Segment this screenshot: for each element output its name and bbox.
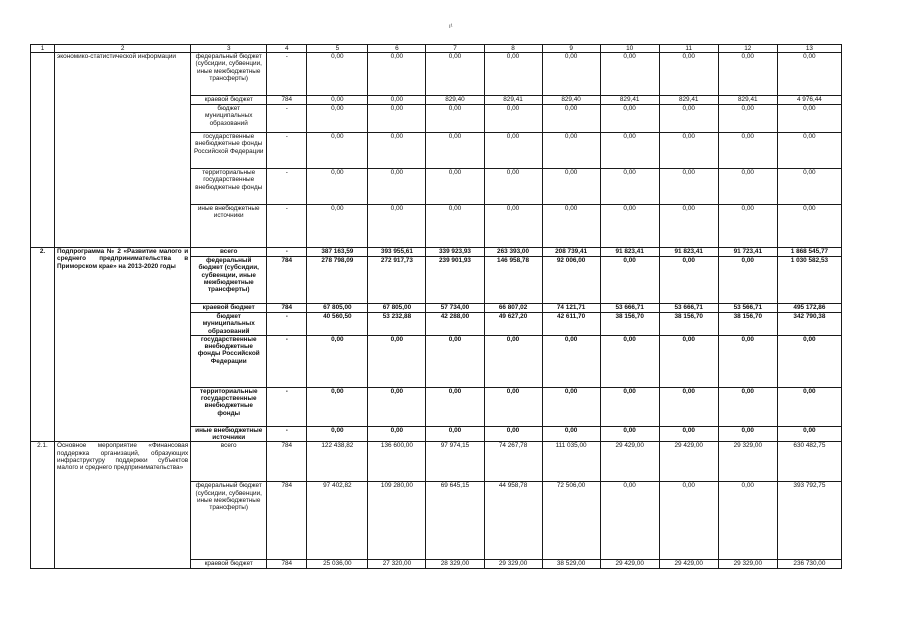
amount-cell: 40 560,50 (307, 313, 368, 336)
funding-source-cell: краевой бюджет (191, 96, 267, 105)
amount-cell: 49 627,20 (484, 313, 542, 336)
header-cell: 9 (542, 45, 600, 53)
table-row (31, 248, 842, 257)
funding-source-cell: территориальные государственные внебюджетные фонды (191, 169, 267, 205)
table-row (31, 53, 842, 96)
amount-cell: 0,00 (777, 105, 841, 133)
amount-cell: 0,00 (426, 53, 484, 96)
amount-cell: 0,00 (600, 169, 659, 205)
amount-cell: 0,00 (368, 133, 426, 169)
amount-cell: 27 320,00 (368, 560, 426, 569)
amount-cell: 0,00 (659, 53, 718, 96)
amount-cell: 263 393,00 (484, 248, 542, 257)
amount-cell: 0,00 (484, 387, 542, 426)
amount-cell: 829,41 (718, 96, 777, 105)
amount-cell: 1 030 582,53 (777, 257, 841, 304)
amount-cell: 4 976,44 (777, 96, 841, 105)
header-cell: 3 (191, 45, 267, 53)
amount-cell: 0,00 (718, 133, 777, 169)
amount-cell: 0,00 (600, 387, 659, 426)
amount-cell: 0,00 (777, 387, 841, 426)
amount-cell: 829,41 (659, 96, 718, 105)
amount-cell: 146 958,78 (484, 257, 542, 304)
funding-source-cell: всего (191, 248, 267, 257)
amount-cell: 0,00 (368, 335, 426, 387)
amount-cell: 0,00 (659, 105, 718, 133)
funding-source-cell: федеральный бюджет (субсидии, субвенции, иные межбюджетные трансферты) (191, 257, 267, 304)
amount-cell: 38 156,70 (659, 313, 718, 336)
amount-cell: 0,00 (307, 335, 368, 387)
program-name-cell: Подпрограмма № 2 «Развитие малого и среднего предпринимательства в Приморском крае» на 2013-2020 годы (55, 248, 191, 442)
amount-cell: 57 734,00 (426, 304, 484, 313)
amount-cell: 0,00 (659, 387, 718, 426)
grbs-cell: - (267, 105, 307, 133)
amount-cell: 0,00 (368, 105, 426, 133)
amount-cell: 0,00 (426, 205, 484, 248)
amount-cell: 393 955,61 (368, 248, 426, 257)
amount-cell: 0,00 (484, 169, 542, 205)
amount-cell: 29 429,00 (659, 442, 718, 482)
amount-cell: 0,00 (659, 426, 718, 442)
header-cell: 1 (31, 45, 55, 53)
amount-cell: 0,00 (777, 426, 841, 442)
grbs-cell: 784 (267, 482, 307, 560)
grbs-cell: - (267, 248, 307, 257)
amount-cell: 0,00 (542, 105, 600, 133)
funding-source-cell: иные внебюджетные источники (191, 426, 267, 442)
amount-cell: 0,00 (368, 426, 426, 442)
amount-cell: 0,00 (368, 387, 426, 426)
amount-cell: 0,00 (777, 335, 841, 387)
amount-cell: 0,00 (600, 205, 659, 248)
amount-cell: 829,40 (542, 96, 600, 105)
amount-cell: 0,00 (600, 133, 659, 169)
amount-cell: 0,00 (777, 53, 841, 96)
amount-cell: 393 792,75 (777, 482, 841, 560)
amount-cell: 0,00 (542, 205, 600, 248)
amount-cell: 53 666,71 (600, 304, 659, 313)
funding-source-cell: бюджет муниципальных образований (191, 313, 267, 336)
amount-cell: 74 267,78 (484, 442, 542, 482)
grbs-cell: - (267, 313, 307, 336)
grbs-cell: 784 (267, 96, 307, 105)
amount-cell: 0,00 (307, 169, 368, 205)
amount-cell: 1 868 545,77 (777, 248, 841, 257)
amount-cell: 0,00 (542, 387, 600, 426)
amount-cell: 0,00 (777, 205, 841, 248)
amount-cell: 0,00 (368, 53, 426, 96)
amount-cell: 66 807,02 (484, 304, 542, 313)
funding-source-cell: краевой бюджет (191, 560, 267, 569)
header-cell: 6 (368, 45, 426, 53)
header-cell: 8 (484, 45, 542, 53)
amount-cell: 91 723,41 (718, 248, 777, 257)
amount-cell: 0,00 (307, 426, 368, 442)
amount-cell: 0,00 (426, 387, 484, 426)
amount-cell: 387 163,59 (307, 248, 368, 257)
header-cell: 4 (267, 45, 307, 53)
amount-cell: 0,00 (659, 482, 718, 560)
amount-cell: 74 121,71 (542, 304, 600, 313)
amount-cell: 29 329,00 (718, 560, 777, 569)
amount-cell: 29 429,00 (659, 560, 718, 569)
amount-cell: 69 645,15 (426, 482, 484, 560)
grbs-cell: 784 (267, 304, 307, 313)
amount-cell: 0,00 (542, 169, 600, 205)
amount-cell: 0,00 (659, 335, 718, 387)
amount-cell: 44 958,78 (484, 482, 542, 560)
amount-cell: 829,41 (600, 96, 659, 105)
grbs-cell: 784 (267, 442, 307, 482)
amount-cell: 92 006,00 (542, 257, 600, 304)
grbs-cell: - (267, 169, 307, 205)
program-name-cell: экономико-статистической информации (55, 53, 191, 248)
amount-cell: 342 790,38 (777, 313, 841, 336)
amount-cell: 111 035,00 (542, 442, 600, 482)
amount-cell: 236 730,00 (777, 560, 841, 569)
amount-cell: 91 823,41 (600, 248, 659, 257)
amount-cell: 0,00 (368, 205, 426, 248)
amount-cell: 0,00 (542, 53, 600, 96)
amount-cell: 0,00 (368, 96, 426, 105)
amount-cell: 67 805,00 (368, 304, 426, 313)
amount-cell: 0,00 (659, 169, 718, 205)
amount-cell: 0,00 (777, 169, 841, 205)
amount-cell: 97 402,82 (307, 482, 368, 560)
amount-cell: 0,00 (426, 426, 484, 442)
amount-cell: 0,00 (600, 257, 659, 304)
funding-source-cell: бюджет муниципальных образований (191, 105, 267, 133)
funding-source-cell: краевой бюджет (191, 304, 267, 313)
funding-source-cell: государственные внебюджетные фонды Российской Федерации (191, 133, 267, 169)
table-body (31, 45, 842, 569)
amount-cell: 0,00 (368, 169, 426, 205)
amount-cell: 0,00 (718, 257, 777, 304)
amount-cell: 29 329,00 (718, 442, 777, 482)
amount-cell: 53 566,71 (718, 304, 777, 313)
header-cell: 12 (718, 45, 777, 53)
amount-cell: 0,00 (426, 133, 484, 169)
funding-source-cell: федеральный бюджет (субсидии, субвенции, иные межбюджетные трансферты) (191, 53, 267, 96)
amount-cell: 53 666,71 (659, 304, 718, 313)
amount-cell: 0,00 (484, 426, 542, 442)
grbs-cell: - (267, 133, 307, 169)
amount-cell: 630 482,75 (777, 442, 841, 482)
budget-table (30, 44, 842, 569)
amount-cell: 0,00 (600, 105, 659, 133)
grbs-cell: - (267, 426, 307, 442)
amount-cell: 0,00 (307, 53, 368, 96)
amount-cell: 0,00 (659, 133, 718, 169)
row-number-cell: 2.1. (31, 442, 55, 569)
amount-cell: 0,00 (426, 105, 484, 133)
amount-cell: 29 329,00 (484, 560, 542, 569)
amount-cell: 0,00 (600, 53, 659, 96)
grbs-cell: - (267, 205, 307, 248)
funding-source-cell: федеральный бюджет (субсидии, субвенции, иные межбюджетные трансферты) (191, 482, 267, 560)
amount-cell: 0,00 (600, 426, 659, 442)
amount-cell: 0,00 (484, 133, 542, 169)
amount-cell: 0,00 (542, 426, 600, 442)
grbs-cell: - (267, 335, 307, 387)
amount-cell: 29 429,00 (600, 560, 659, 569)
header-cell: 13 (777, 45, 841, 53)
amount-cell: 0,00 (307, 387, 368, 426)
amount-cell: 0,00 (659, 257, 718, 304)
amount-cell: 0,00 (426, 169, 484, 205)
amount-cell: 495 172,86 (777, 304, 841, 313)
funding-source-cell: государственные внебюджетные фонды Российской Федерации (191, 335, 267, 387)
table-row (31, 442, 842, 482)
amount-cell: 0,00 (718, 105, 777, 133)
funding-source-cell: иные внебюджетные источники (191, 205, 267, 248)
amount-cell: 53 232,88 (368, 313, 426, 336)
amount-cell: 136 600,00 (368, 442, 426, 482)
amount-cell: 0,00 (484, 335, 542, 387)
funding-source-cell: всего (191, 442, 267, 482)
amount-cell: 208 739,41 (542, 248, 600, 257)
grbs-cell: - (267, 53, 307, 96)
amount-cell: 72 506,00 (542, 482, 600, 560)
amount-cell: 829,41 (484, 96, 542, 105)
amount-cell: 0,00 (600, 482, 659, 560)
amount-cell: 0,00 (484, 205, 542, 248)
amount-cell: 272 917,73 (368, 257, 426, 304)
amount-cell: 0,00 (484, 53, 542, 96)
amount-cell: 0,00 (484, 105, 542, 133)
amount-cell: 829,40 (426, 96, 484, 105)
amount-cell: 25 036,00 (307, 560, 368, 569)
page-number: ı¹ (449, 24, 453, 30)
amount-cell: 97 974,15 (426, 442, 484, 482)
amount-cell: 42 611,70 (542, 313, 600, 336)
amount-cell: 28 329,00 (426, 560, 484, 569)
amount-cell: 339 923,93 (426, 248, 484, 257)
amount-cell: 122 438,82 (307, 442, 368, 482)
header-cell: 2 (55, 45, 191, 53)
header-cell: 10 (600, 45, 659, 53)
amount-cell: 0,00 (542, 335, 600, 387)
amount-cell: 0,00 (718, 335, 777, 387)
grbs-cell: 784 (267, 257, 307, 304)
row-number-cell: 2. (31, 248, 55, 442)
amount-cell: 42 288,00 (426, 313, 484, 336)
amount-cell: 239 901,93 (426, 257, 484, 304)
amount-cell: 0,00 (718, 387, 777, 426)
amount-cell: 0,00 (542, 133, 600, 169)
amount-cell: 38 156,70 (600, 313, 659, 336)
grbs-cell: 784 (267, 560, 307, 569)
amount-cell: 0,00 (426, 335, 484, 387)
header-cell: 5 (307, 45, 368, 53)
amount-cell: 0,00 (659, 205, 718, 248)
amount-cell: 38 529,00 (542, 560, 600, 569)
header-cell: 11 (659, 45, 718, 53)
amount-cell: 0,00 (718, 205, 777, 248)
amount-cell: 29 429,00 (600, 442, 659, 482)
amount-cell: 0,00 (600, 335, 659, 387)
header-row (31, 45, 842, 53)
amount-cell: 38 156,70 (718, 313, 777, 336)
amount-cell: 278 798,09 (307, 257, 368, 304)
amount-cell: 0,00 (307, 105, 368, 133)
amount-cell: 0,00 (307, 205, 368, 248)
amount-cell: 109 280,00 (368, 482, 426, 560)
amount-cell: 0,00 (307, 133, 368, 169)
funding-source-cell: территориальные государственные внебюджетные фонды (191, 387, 267, 426)
grbs-cell: - (267, 387, 307, 426)
amount-cell: 91 823,41 (659, 248, 718, 257)
amount-cell: 0,00 (718, 53, 777, 96)
amount-cell: 0,00 (718, 426, 777, 442)
amount-cell: 0,00 (718, 169, 777, 205)
amount-cell: 67 805,00 (307, 304, 368, 313)
row-number-cell (31, 53, 55, 248)
program-name-cell: Основное мероприятие «Финансовая поддержка организаций, образующих инфраструктуру поддержки субъектов малого и среднего предпринимательства» (55, 442, 191, 569)
amount-cell: 0,00 (718, 482, 777, 560)
amount-cell: 0,00 (307, 96, 368, 105)
amount-cell: 0,00 (777, 133, 841, 169)
header-cell: 7 (426, 45, 484, 53)
